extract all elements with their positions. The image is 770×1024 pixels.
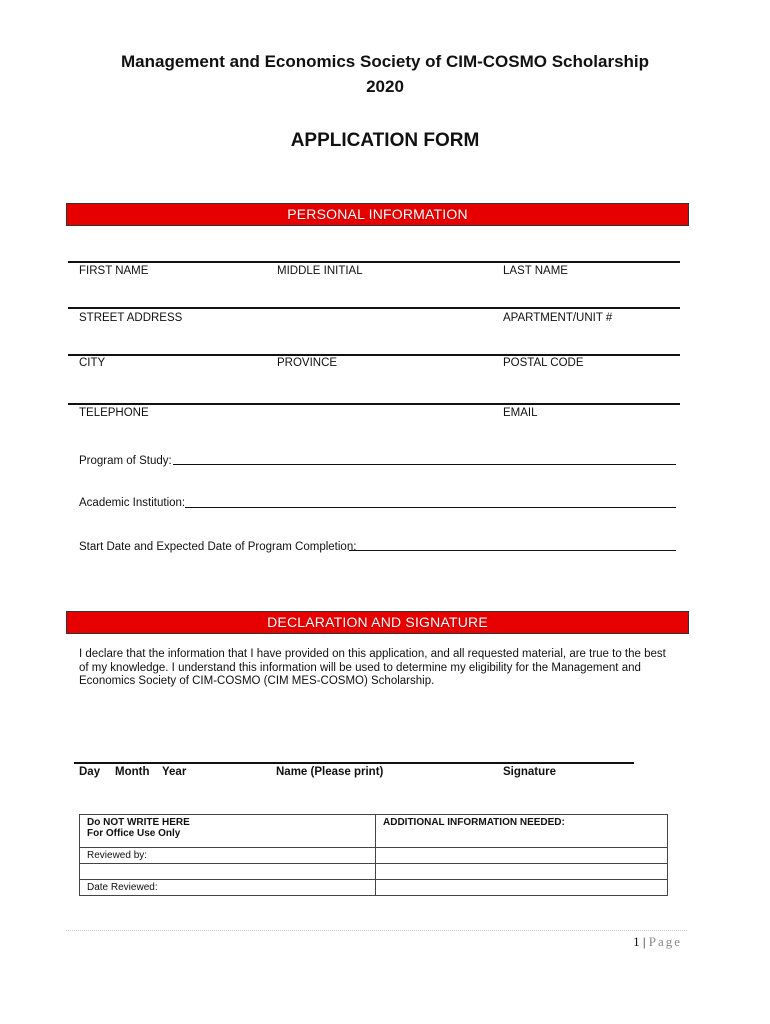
office-use-header-cell: [80, 815, 376, 848]
personal-information-banner: PERSONAL INFORMATION: [66, 203, 689, 226]
telephone-label: TELEPHONE: [79, 407, 149, 419]
do-not-write-label: Do NOT WRITE HERE: [87, 817, 190, 828]
office-use-only-label: For Office Use Only: [87, 828, 181, 839]
page-number-value: 1: [633, 934, 640, 949]
postal-code-label: POSTAL CODE: [503, 357, 584, 369]
form-title-line-1: Management and Economics Society of CIM-COSMO Scholarship: [120, 52, 650, 71]
page-number: [633, 934, 682, 950]
date-reviewed-notes-cell[interactable]: [376, 880, 668, 896]
province-label: PROVINCE: [277, 357, 338, 369]
additional-info-cell[interactable]: [376, 815, 668, 848]
city-row-rule[interactable]: [68, 354, 680, 356]
name-row-rule[interactable]: [68, 261, 680, 263]
page-number-separator: |: [642, 934, 646, 949]
application-form-heading: APPLICATION FORM: [290, 130, 480, 151]
academic-institution-field[interactable]: [185, 507, 676, 508]
blank-notes-cell[interactable]: [376, 864, 668, 880]
reviewed-by-cell[interactable]: [80, 848, 376, 864]
reviewed-by-notes-cell[interactable]: [376, 848, 668, 864]
date-reviewed-cell[interactable]: [80, 880, 376, 896]
program-of-study-field[interactable]: [173, 464, 676, 465]
street-address-label: STREET ADDRESS: [79, 312, 183, 324]
year-label: Year: [162, 766, 187, 778]
declaration-text: I declare that the information that I have provided on this application, and all requested material, are true to the best of my knowledge. I understand this information will be used to determine my eligibility for the Management and Economics Society of CIM-COSMO (CIM MES-COSMO) Scholarship.: [79, 648, 666, 688]
last-name-label: LAST NAME: [503, 265, 568, 277]
name-print-label: Name (Please print): [276, 766, 384, 778]
program-dates-field[interactable]: [349, 550, 676, 551]
month-label: Month: [115, 766, 150, 778]
day-label: Day: [79, 766, 101, 778]
first-name-label: FIRST NAME: [79, 265, 149, 277]
additional-info-label: ADDITIONAL INFORMATION NEEDED:: [383, 817, 565, 828]
footer-divider: [66, 930, 687, 931]
city-label: CITY: [79, 357, 106, 369]
academic-institution-label: Academic Institution:: [79, 497, 186, 509]
reviewed-by-label: Reviewed by:: [87, 850, 148, 861]
apartment-unit-label: APARTMENT/UNIT #: [503, 312, 613, 324]
page-word: Page: [648, 934, 682, 949]
email-label: EMAIL: [503, 407, 538, 419]
middle-initial-label: MIDDLE INITIAL: [277, 265, 363, 277]
date-reviewed-label: Date Reviewed:: [87, 882, 158, 893]
form-title-year: 2020: [366, 77, 404, 96]
signature-label: Signature: [503, 766, 557, 778]
office-use-table: [79, 814, 668, 896]
signature-rule[interactable]: [74, 762, 634, 764]
declaration-signature-banner: DECLARATION AND SIGNATURE: [66, 611, 689, 634]
blank-cell[interactable]: [80, 864, 376, 880]
address-row-rule[interactable]: [68, 307, 680, 309]
contact-row-rule[interactable]: [68, 403, 680, 405]
program-dates-label: Start Date and Expected Date of Program Completion:: [79, 541, 357, 553]
program-of-study-label: Program of Study:: [79, 455, 172, 467]
